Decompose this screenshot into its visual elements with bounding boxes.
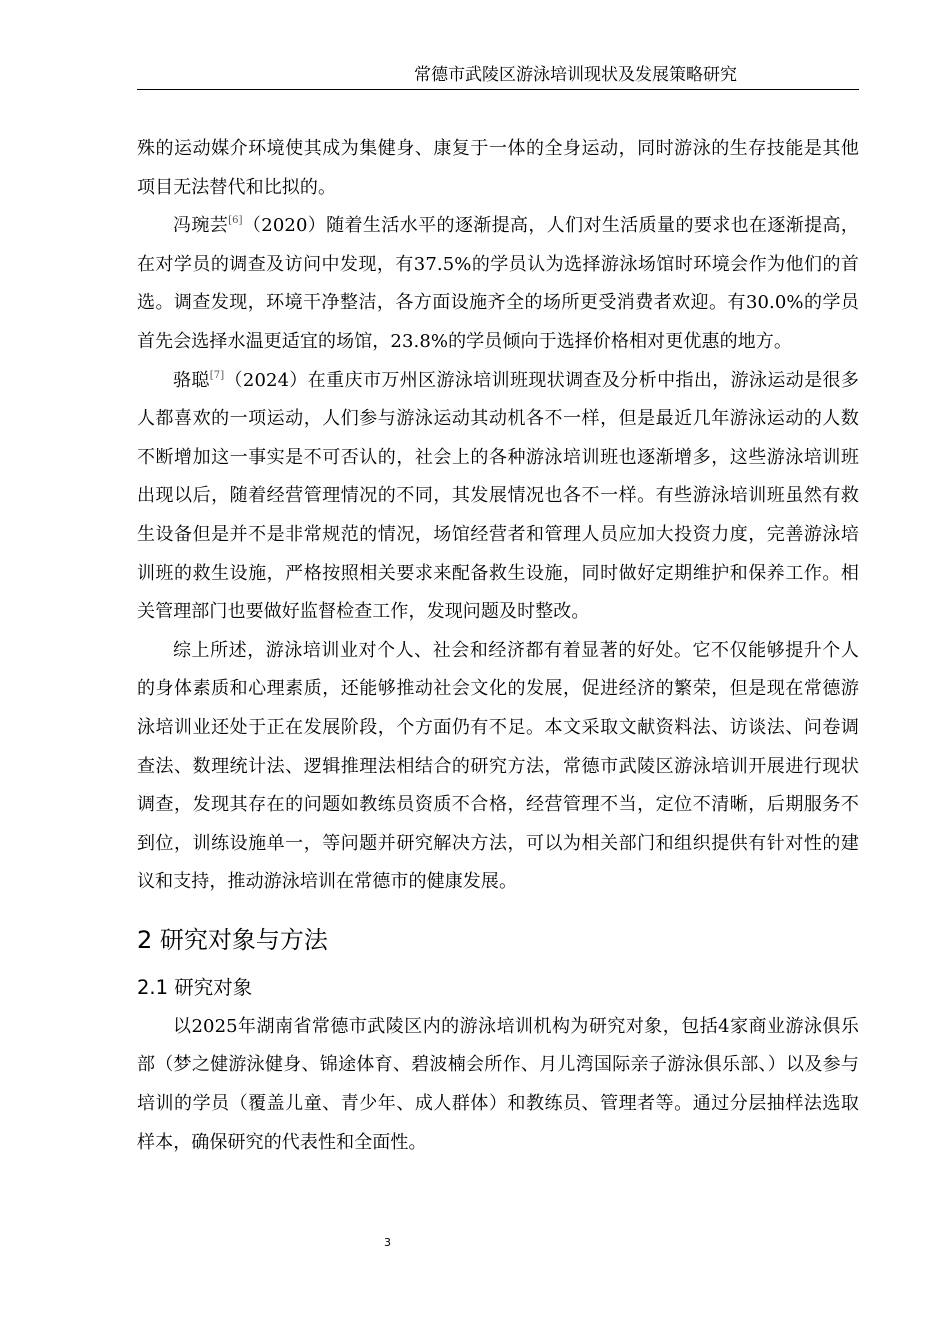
subsection-heading: 2.1 研究对象 <box>137 975 253 999</box>
page-body <box>137 130 859 1162</box>
paragraph-luo <box>137 362 859 632</box>
paragraph-text: （2024）在重庆市万州区游泳培训班现状调查及分析中指出，游泳运动是很多人都喜欢的一项运动，人们参与游泳运动其动机各不一样，但是最近几年游泳运动的人数不断增加这一事实是不可否认的，社会上的各种游泳培训班也逐渐增多，这些游泳培训班出现以后，随着经营管理情况的不同，其发展情况也各不一样。有些游泳培训班虽然有救生设备但是并不是非常规范的情况，场馆经营者和管理人员应加大投资力度，完善游泳培训班的救生设施，严格按照相关要求来配备救生设施，同时做好定期维护和保养工作。相关管理部门也要做好监督检查工作，发现问题及时整改。 <box>137 369 860 623</box>
page-number: 3 <box>384 1236 391 1249</box>
paragraph-text: （2020）随着生活水平的逐渐提高，人们对生活质量的要求也在逐渐提高，在对学员的调查及访问中发现，有37.5%的学员认为选择游泳场馆时环境会作为他们的首选。调查发现，环境干净整洁，各方面设施齐全的场所更受消费者欢迎。有30.0%的学员首先会选择水温更适宜的场馆，23.8%的学员倾向于选择价格相对更优惠的地方。 <box>137 215 859 352</box>
header-title: 常德市武陵区游泳培训现状及发展策略研究 <box>414 65 737 85</box>
paragraph-research-object: 以2025年湖南省常德市武陵区内的游泳培训机构为研究对象，包括4家商业游泳俱乐部（梦之健游泳健身、锦途体育、碧波楠会所作、月儿湾国际亲子游泳俱乐部、）以及参与培训的学员（覆盖儿童、青少年、成人群体）和教练员、管理者等。通过分层抽样法选取样本，确保研究的代表性和全面性。 <box>137 1015 859 1153</box>
paragraph-feng <box>137 207 859 361</box>
citation-ref[interactable]: [6] <box>228 215 243 227</box>
section-heading: 2 研究对象与方法 <box>137 925 328 954</box>
paragraph-continuation: 殊的运动媒介环境使其成为集健身、康复于一体的全身运动，同时游泳的生存技能是其他项目无法替代和比拟的。 <box>137 138 859 198</box>
author-name: 骆聪 <box>173 369 210 391</box>
paragraph-summary: 综上所述，游泳培训业对个人、社会和经济都有着显著的好处。它不仅能够提升个人的身体素质和心理素质，还能够推动社会文化的发展，促进经济的繁荣，但是现在常德游泳培训业还处于正在发展阶段，个方面仍有不足。本文采取文献资料法、访谈法、问卷调查法、数理统计法、逻辑推理法相结合的研究方法，常德市武陵区游泳培训开展进行现状调查，发现其存在的问题如教练员资质不合格，经营管理不当，定位不清晰，后期服务不到位，训练设施单一，等问题并研究解决方法，可以为相关部门和组织提供有针对性的建议和支持，推动游泳培训在常德市的健康发展。 <box>137 639 859 893</box>
citation-ref[interactable]: [7] <box>209 369 225 381</box>
author-name: 冯琬芸 <box>173 215 229 237</box>
running-header <box>137 60 859 90</box>
